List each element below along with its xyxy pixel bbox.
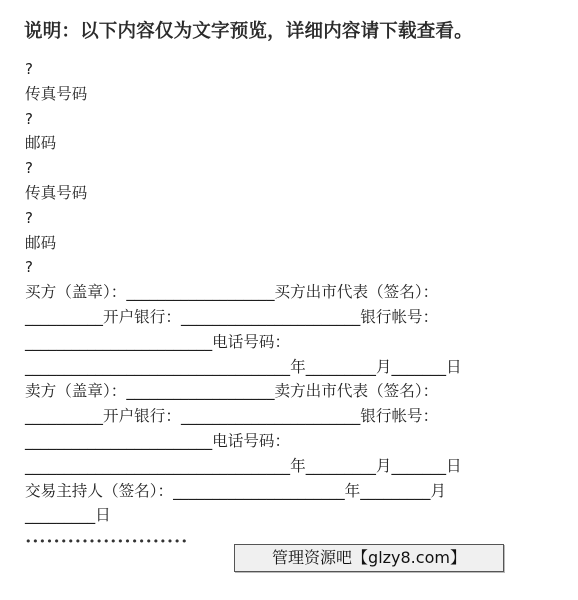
buyer-seal-line: 买方（盖章）：___________________买方出市代表（签名）： bbox=[25, 283, 439, 302]
seller-date-line: __________________________________年_________月_______日 bbox=[25, 456, 462, 475]
text-line-question-5: ? bbox=[25, 258, 33, 277]
seller-bank-line: __________开户银行：_______________________银行帐号： bbox=[25, 407, 439, 426]
buyer-date-line: __________________________________年_________月_______日 bbox=[25, 357, 462, 376]
text-line-question-3: ? bbox=[25, 159, 33, 178]
buyer-phone-line: ________________________电话号码： bbox=[25, 332, 291, 351]
seller-phone-line: ________________________电话号码： bbox=[25, 431, 291, 450]
host-date-line: _________日 bbox=[25, 506, 111, 525]
preview-note: 说明：以下内容仅为文字预览，详细内容请下载查看。 bbox=[24, 21, 473, 42]
text-line-fax-2: 传真号码 bbox=[25, 183, 88, 202]
text-line-question-1: ? bbox=[25, 60, 33, 78]
seller-seal-line: 卖方（盖章）：___________________卖方出市代表（签名）： bbox=[25, 382, 439, 401]
text-line-postcode-1: 邮码 bbox=[25, 134, 57, 153]
buyer-bank-line: __________开户银行：_______________________银行帐号： bbox=[25, 307, 439, 326]
text-line-question-2: ? bbox=[25, 109, 33, 128]
host-signature-line: 交易主持人（签名）：______________________年_________月 bbox=[25, 481, 447, 500]
text-line-postcode-2: 邮码 bbox=[25, 233, 57, 252]
text-line-fax-1: 传真号码 bbox=[25, 84, 88, 103]
dotted-separator: ••••••••••••••••••••••• bbox=[25, 535, 189, 548]
text-line-question-4: ? bbox=[25, 208, 33, 227]
document-body bbox=[25, 57, 555, 528]
site-brand-badge[interactable]: 管理资源吧【glzy8.com】 bbox=[234, 544, 504, 572]
